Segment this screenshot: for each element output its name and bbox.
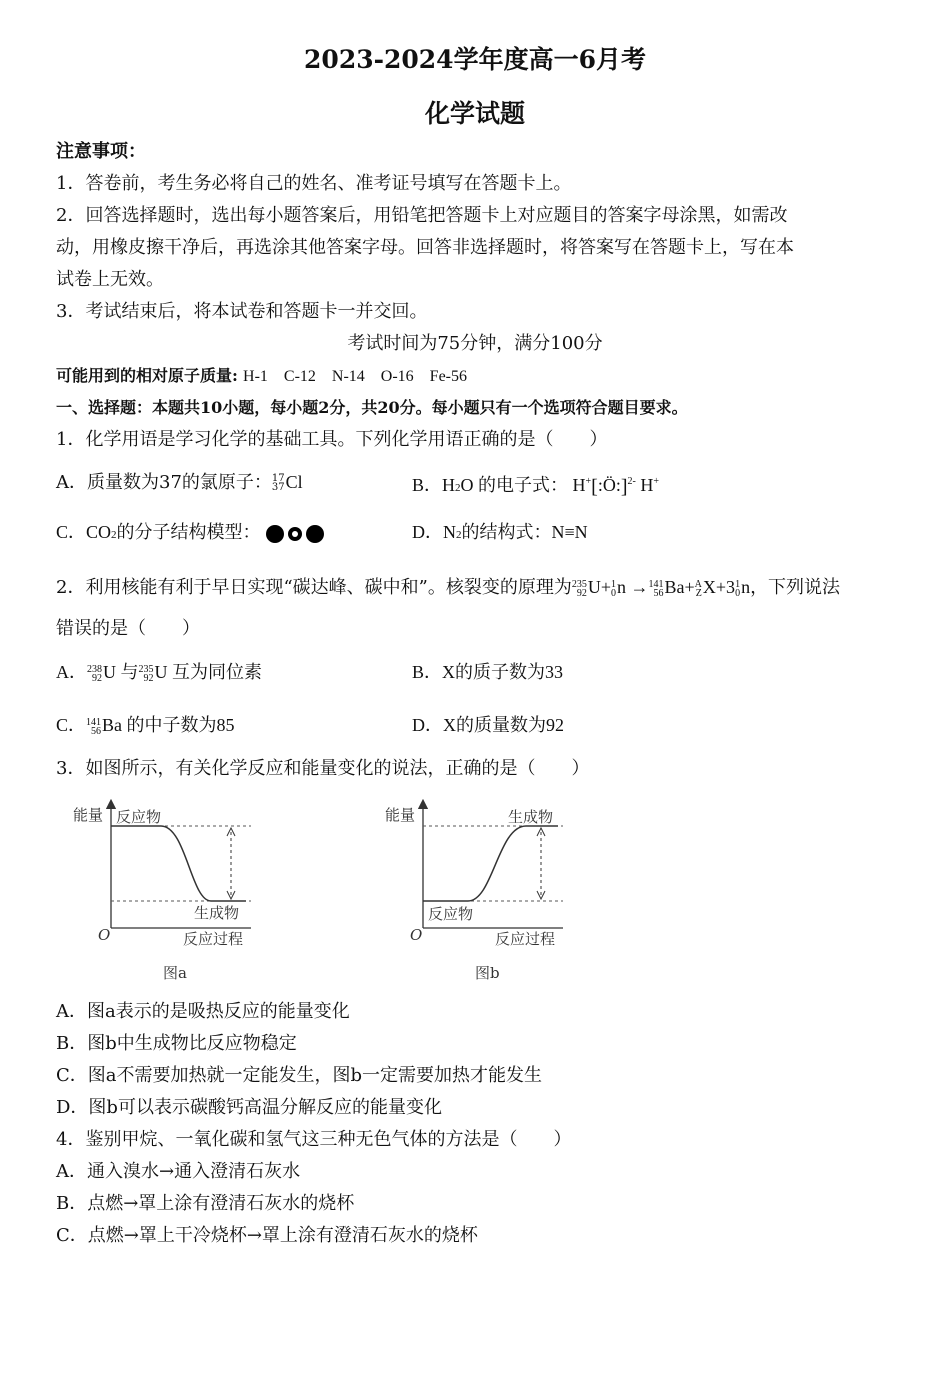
q2-option-a: A． 238 92 U 与 235 92 U 互为同位素 (56, 662, 262, 684)
fig-b-y-label: 能量 (385, 806, 416, 824)
q2-stem-line2: 错误的是（ ） (56, 618, 200, 639)
q1-b-electron-formula: H+[:Ö:]$^{2-}$ H+ (572, 475, 659, 498)
q1-option-d: D．N2的结构式：N≡N (412, 522, 588, 542)
co2-model-icon (265, 523, 329, 545)
atomic-mass-values: H-1 C-12 N-14 O-16 Fe-56 (243, 368, 467, 385)
note-item-2-line3: 试卷上无效。 (56, 269, 164, 290)
fig-a-caption: 图a (163, 964, 187, 982)
q2-option-b: B．X的质子数为33 (412, 662, 564, 682)
q3-option-a: A．图a表示的是吸热反应的能量变化 (56, 1001, 350, 1022)
notes-heading: 注意事项： (56, 141, 146, 162)
q1-a-nuclide: 17 37 (271, 473, 285, 493)
q4-option-a: A．通入溴水→通入澄清石灰水 (56, 1161, 301, 1182)
note-item-2-line1: 2．回答选择题时，选出每小题答案后，用铅笔把答题卡上对应题目的答案字母涂黑，如需改 (56, 205, 788, 226)
note-item-2-line2: 动，用橡皮擦干净后，再选涂其他答案字母。回答非选择题时，将答案写在答题卡上，写在本 (56, 237, 794, 258)
exam-title: 2023-2024学年度高一6月考 (304, 45, 646, 74)
q4-option-c: C．点燃→罩上干冷烧杯→罩上涂有澄清石灰水的烧杯 (56, 1225, 478, 1246)
fig-b-top-label: 生成物 (508, 808, 554, 826)
q2-stem: 2．利用核能有利于早日实现“碳达峰、碳中和”。核裂变的原理为 235 92 U+ 1 0 n → 141 56 Ba+ A Z X+3 1 0 n，下列说法 (56, 577, 841, 599)
q1-option-b: B．H2O 的电子式： H+[:Ö:]$^{2-}$ H+ (412, 475, 659, 498)
q1-a-text: A．质量数为37的氯原子： (56, 472, 272, 493)
q1-option-a (56, 470, 303, 495)
q2-option-d: D．X的质量数为92 (412, 715, 564, 735)
q3-option-d: D．图b可以表示碳酸钙高温分解反应的能量变化 (56, 1097, 442, 1118)
fig-a-top-label: 反应物 (116, 808, 162, 826)
fig-b-bottom-label: 反应物 (428, 905, 474, 923)
q3-stem: 3．如图所示，有关化学反应和能量变化的说法，正确的是（ ） (56, 758, 590, 779)
figure-a (66, 798, 266, 988)
q1-a-symbol: Cl (285, 472, 303, 492)
q4-stem: 4．鉴别甲烷、一氧化碳和氢气这三种无色气体的方法是（ ） (56, 1129, 572, 1150)
fig-a-x-label: 反应过程 (183, 930, 244, 948)
exam-subtitle: 化学试题 (424, 99, 525, 128)
atomic-mass-label: 可能用到的相对原子质量: (56, 366, 238, 385)
q3-option-c: C．图a不需要加热就一定能发生，图b一定需要加热才能发生 (56, 1065, 543, 1086)
q2-option-c: C． 141 56 Ba 的中子数为85 (56, 715, 235, 737)
fig-a-origin: O (98, 926, 111, 944)
q3-option-b: B．图b中生成物比反应物稳定 (56, 1033, 297, 1054)
fig-b-origin: O (410, 926, 423, 944)
fig-b-x-label: 反应过程 (495, 930, 556, 948)
fig-a-bottom-label: 生成物 (194, 904, 240, 922)
fig-b-curve (423, 826, 558, 901)
section-1-heading: 一、选择题：本题共10小题，每小题2分，共20分。每小题只有一个选项符合题目要求。 (56, 398, 688, 417)
q1-option-c: C．CO2的分子结构模型： (56, 520, 329, 547)
fission-equation: 235 92 U+ 1 0 n → 141 56 Ba+ A Z X+3 1 0 n (571, 577, 751, 599)
figure-b (378, 798, 578, 988)
note-item-1: 1．答卷前，考生务必将自己的姓名、准考证号填写在答题卡上。 (56, 173, 572, 194)
q4-option-b: B．点燃→罩上涂有澄清石灰水的烧杯 (56, 1193, 355, 1214)
note-item-3: 3．考试结束后，将本试卷和答题卡一并交回。 (56, 301, 428, 322)
exam-time: 考试时间为75分钟，满分100分 (347, 333, 603, 354)
fig-a-y-label: 能量 (73, 806, 104, 824)
fig-b-caption: 图b (475, 964, 500, 982)
n2-formula: N≡N (551, 522, 588, 542)
fig-a-curve (111, 826, 246, 901)
q1-stem: 1．化学用语是学习化学的基础工具。下列化学用语正确的是（ ） (56, 429, 608, 450)
atomic-mass (56, 364, 467, 389)
